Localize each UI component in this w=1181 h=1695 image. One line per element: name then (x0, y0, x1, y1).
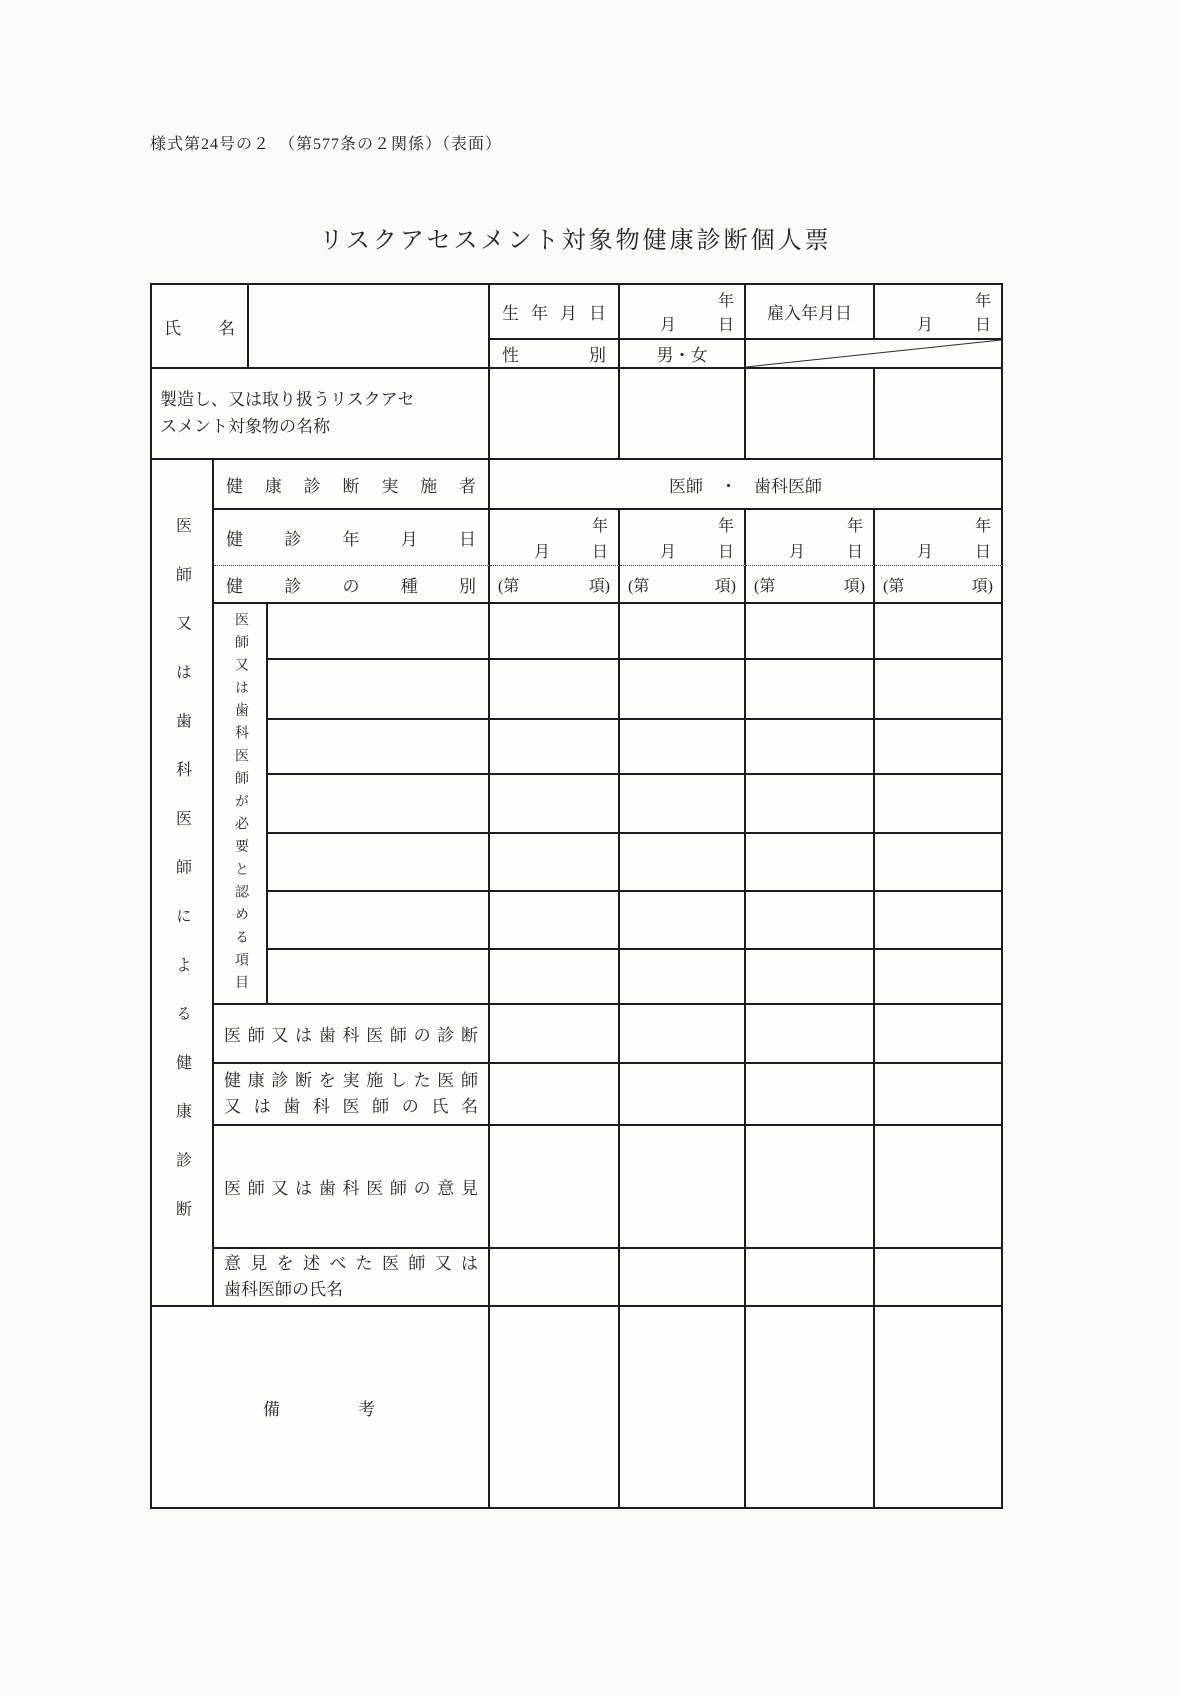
opinion-cell-3 (746, 1126, 875, 1249)
substance-value-cell-3 (746, 369, 875, 460)
opinion-cell-4 (875, 1126, 1003, 1249)
item-value-cell-7-2 (620, 950, 746, 1005)
item-value-cell-3-3 (746, 720, 875, 775)
form-title: リスクアセスメント対象物健康診断個人票 (319, 228, 832, 254)
examining-doctor-name-cell-4 (875, 1064, 1003, 1126)
item-value-cell-5-2 (620, 834, 746, 892)
exam-type-close: 項) (714, 577, 736, 595)
exam-type-label: 健診の種別 (226, 576, 476, 596)
opinion-doctor-label-line2: 歯科医師の氏名 (224, 1280, 343, 1299)
item-value-cell-3-1 (490, 720, 620, 775)
year-char: 年 (591, 518, 608, 535)
day-char: 日 (717, 544, 734, 561)
examining-doctor-name-cell-2 (620, 1064, 746, 1126)
opinion-cell-2 (620, 1126, 746, 1249)
item-name-cell-5 (268, 834, 490, 892)
name-label: 氏名 (164, 318, 235, 338)
examining-doctor-name-label-cell (214, 1064, 490, 1126)
remarks-cell-2 (620, 1307, 746, 1509)
item-name-cell-7 (268, 950, 490, 1005)
required-items-vertical-label-cell (214, 604, 268, 1005)
item-value-cell-2-4 (875, 660, 1003, 720)
exam-type-close: 項) (843, 577, 865, 595)
year-char: 年 (717, 293, 734, 310)
item-value-cell-1-4 (875, 604, 1003, 660)
examiner-value-cell (490, 460, 1003, 510)
item-value-cell-2-3 (746, 660, 875, 720)
exam-type-cell-2 (620, 566, 746, 604)
item-value-cell-5-3 (746, 834, 875, 892)
exam-type-open: (第 (628, 577, 650, 595)
month-char: 月 (916, 317, 933, 334)
examiner-label: 健康診断実施者 (226, 476, 476, 496)
health-exam-form-table (150, 283, 1003, 1509)
examiner-options: 医師 ・ 歯科医師 (669, 476, 822, 496)
substance-value-cell-1 (490, 369, 620, 460)
sex-value-cell (620, 340, 746, 369)
opinion-label-cell (214, 1126, 490, 1249)
opinion-doctor-name-label-cell (214, 1249, 490, 1307)
substance-label-line1: 製造し、又は取り扱うリスクアセ (160, 390, 415, 410)
diagnosis-label: 医師又は歯科医師の診断 (224, 1026, 478, 1045)
diagnosis-cell-4 (875, 1005, 1003, 1064)
item-name-cell-6 (268, 892, 490, 950)
item-value-cell-6-4 (875, 892, 1003, 950)
examining-doctor-label-line2: 又は歯科医師の氏名 (224, 1097, 478, 1116)
remarks-label-cell (152, 1307, 490, 1509)
sex-options: 男・女 (656, 346, 708, 365)
examiner-label-cell (214, 460, 490, 510)
diagonal-line (746, 340, 1001, 367)
exam-date-cell-2 (620, 510, 746, 566)
examining-doctor-label-line1: 健康診断を実施した医師 (224, 1070, 478, 1090)
item-value-cell-4-3 (746, 775, 875, 834)
birth-date-cell (620, 285, 746, 340)
opinion-doctor-name-cell-4 (875, 1249, 1003, 1307)
day-char: 日 (717, 317, 734, 334)
month-char: 月 (916, 544, 933, 561)
item-value-cell-2-1 (490, 660, 620, 720)
exam-date-label: 健診年月日 (226, 530, 476, 549)
substance-value-cell-4 (875, 369, 1003, 460)
year-char: 年 (974, 293, 991, 310)
exam-date-cell-3 (746, 510, 875, 566)
day-char: 日 (591, 544, 608, 561)
substance-name-label-cell (152, 369, 490, 460)
remarks-label: 備 考 (263, 1399, 377, 1419)
item-value-cell-4-4 (875, 775, 1003, 834)
required-items-vertical-label: 医師又は歯科医師が必要と認める項目 (233, 612, 248, 998)
item-value-cell-6-1 (490, 892, 620, 950)
exam-type-close: 項) (588, 577, 610, 595)
item-name-cell-1 (268, 604, 490, 660)
birth-date-label: 生年月日 (502, 304, 606, 323)
diagnosis-label-cell (214, 1005, 490, 1064)
empty-slash-cell (746, 340, 1003, 369)
item-value-cell-1-1 (490, 604, 620, 660)
examining-doctor-name-cell-3 (746, 1064, 875, 1126)
diagnosis-cell-1 (490, 1005, 620, 1064)
opinion-cell-1 (490, 1126, 620, 1249)
opinion-doctor-label-line1: 意見を述べた医師又は (224, 1253, 478, 1273)
diagnosis-cell-3 (746, 1005, 875, 1064)
item-value-cell-3-2 (620, 720, 746, 775)
exam-date-cell-1 (490, 510, 620, 566)
diagnosis-cell-2 (620, 1005, 746, 1064)
hire-date-cell (875, 285, 1003, 340)
opinion-doctor-name-cell-1 (490, 1249, 620, 1307)
form-number-note: 様式第24号の２ （第577条の２関係）（表面） (150, 136, 503, 153)
item-value-cell-1-3 (746, 604, 875, 660)
opinion-doctor-name-cell-2 (620, 1249, 746, 1307)
day-char: 日 (846, 544, 863, 561)
name-label-cell (152, 285, 249, 369)
month-char: 月 (659, 317, 676, 334)
item-value-cell-4-2 (620, 775, 746, 834)
remarks-cell-3 (746, 1307, 875, 1509)
exam-type-open: (第 (754, 577, 776, 595)
exam-type-label-cell (214, 566, 490, 604)
exam-date-label-cell (214, 510, 490, 566)
exam-type-cell-4 (875, 566, 1003, 604)
exam-date-cell-4 (875, 510, 1003, 566)
month-char: 月 (788, 544, 805, 561)
item-value-cell-5-1 (490, 834, 620, 892)
hire-date-label: 雇入年月日 (767, 304, 852, 323)
item-value-cell-7-4 (875, 950, 1003, 1005)
month-char: 月 (659, 544, 676, 561)
item-value-cell-1-2 (620, 604, 746, 660)
exam-type-close: 項) (971, 577, 993, 595)
substance-value-cell-2 (620, 369, 746, 460)
sex-label: 性別 (502, 346, 606, 365)
item-name-cell-2 (268, 660, 490, 720)
hire-date-label-cell (746, 285, 875, 340)
item-name-cell-3 (268, 720, 490, 775)
item-value-cell-3-4 (875, 720, 1003, 775)
sex-label-cell (490, 340, 620, 369)
day-char: 日 (974, 544, 991, 561)
exam-type-open: (第 (883, 577, 905, 595)
item-value-cell-4-1 (490, 775, 620, 834)
doctor-section-vertical-label: 医師又は歯科医師による健康診断 (173, 516, 191, 1249)
item-value-cell-7-3 (746, 950, 875, 1005)
item-value-cell-5-4 (875, 834, 1003, 892)
item-name-cell-4 (268, 775, 490, 834)
exam-type-cell-1 (490, 566, 620, 604)
month-char: 月 (533, 544, 550, 561)
opinion-doctor-name-cell-3 (746, 1249, 875, 1307)
item-value-cell-6-3 (746, 892, 875, 950)
substance-label-line2: スメント対象物の名称 (160, 416, 330, 436)
year-char: 年 (974, 518, 991, 535)
opinion-label: 医師又は歯科医師の意見 (224, 1179, 478, 1198)
birth-date-label-cell (490, 285, 620, 340)
item-value-cell-2-2 (620, 660, 746, 720)
name-value-cell (249, 285, 490, 369)
item-value-cell-6-2 (620, 892, 746, 950)
remarks-cell-4 (875, 1307, 1003, 1509)
year-char: 年 (846, 518, 863, 535)
remarks-cell-1 (490, 1307, 620, 1509)
year-char: 年 (717, 518, 734, 535)
item-value-cell-7-1 (490, 950, 620, 1005)
examining-doctor-name-cell-1 (490, 1064, 620, 1126)
day-char: 日 (974, 317, 991, 334)
doctor-section-vertical-label-cell (152, 460, 214, 1307)
exam-type-cell-3 (746, 566, 875, 604)
exam-type-open: (第 (498, 577, 520, 595)
